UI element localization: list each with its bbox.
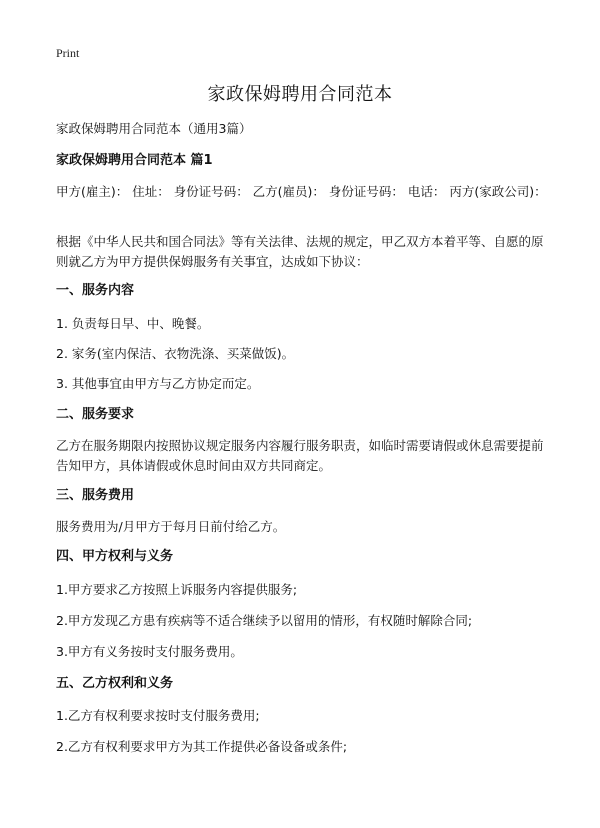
heading-party-a-rights: 四、甲方权利与义务 xyxy=(56,549,174,564)
heading-service-content: 一、服务内容 xyxy=(56,283,135,298)
list-item: 1.甲方要求乙方按照上诉服务内容提供服务; xyxy=(56,582,298,597)
list-item: 3. 其他事宜由甲方与乙方协定而定。 xyxy=(56,376,260,391)
list-item: 2.甲方发现乙方患有疾病等不适合继续予以留用的情形，有权随时解除合同; xyxy=(56,613,473,628)
heading-party-b-rights: 五、乙方权利和义务 xyxy=(56,676,174,691)
section-title: 家政保姆聘用合同范本 篇1 xyxy=(56,153,213,168)
document-subtitle: 家政保姆聘用合同范本（通用3篇） xyxy=(56,121,252,136)
list-item: 1.乙方有权利要求按时支付服务费用; xyxy=(56,708,260,723)
list-item: 1. 负责每日早、中、晚餐。 xyxy=(56,316,210,331)
intro-paragraph: 根据《中华人民共和国合同法》等有关法律、法规的规定，甲乙双方本着平等、自愿的原则就乙方为甲方提供保姆服务有关事宜，达成如下协议： xyxy=(56,234,544,269)
heading-service-requirements: 二、服务要求 xyxy=(56,407,135,422)
list-item: 2. 家务(室内保洁、衣物洗涤、买菜做饭)。 xyxy=(56,346,295,361)
service-fee-text: 服务费用为/月甲方于每月日前付给乙方。 xyxy=(56,519,286,534)
parties-paragraph: 甲方(雇主)： 住址： 身份证号码： 乙方(雇员)： 身份证号码： 电话： 丙方(家政公司)： xyxy=(56,184,547,199)
list-item: 2.乙方有权利要求甲方为其工作提供必备设备或条件; xyxy=(56,739,348,754)
document-title: 家政保姆聘用合同范本 xyxy=(207,84,393,105)
heading-service-fee: 三、服务费用 xyxy=(56,488,135,503)
print-link[interactable]: Print xyxy=(56,46,80,60)
list-item: 3.甲方有义务按时支付服务费用。 xyxy=(56,644,243,659)
service-requirements-paragraph: 乙方在服务期限内按照协议规定服务内容履行服务职责，如临时需要请假或休息需要提前告知甲方，具体请假或休息时间由双方共同商定。 xyxy=(56,438,544,473)
